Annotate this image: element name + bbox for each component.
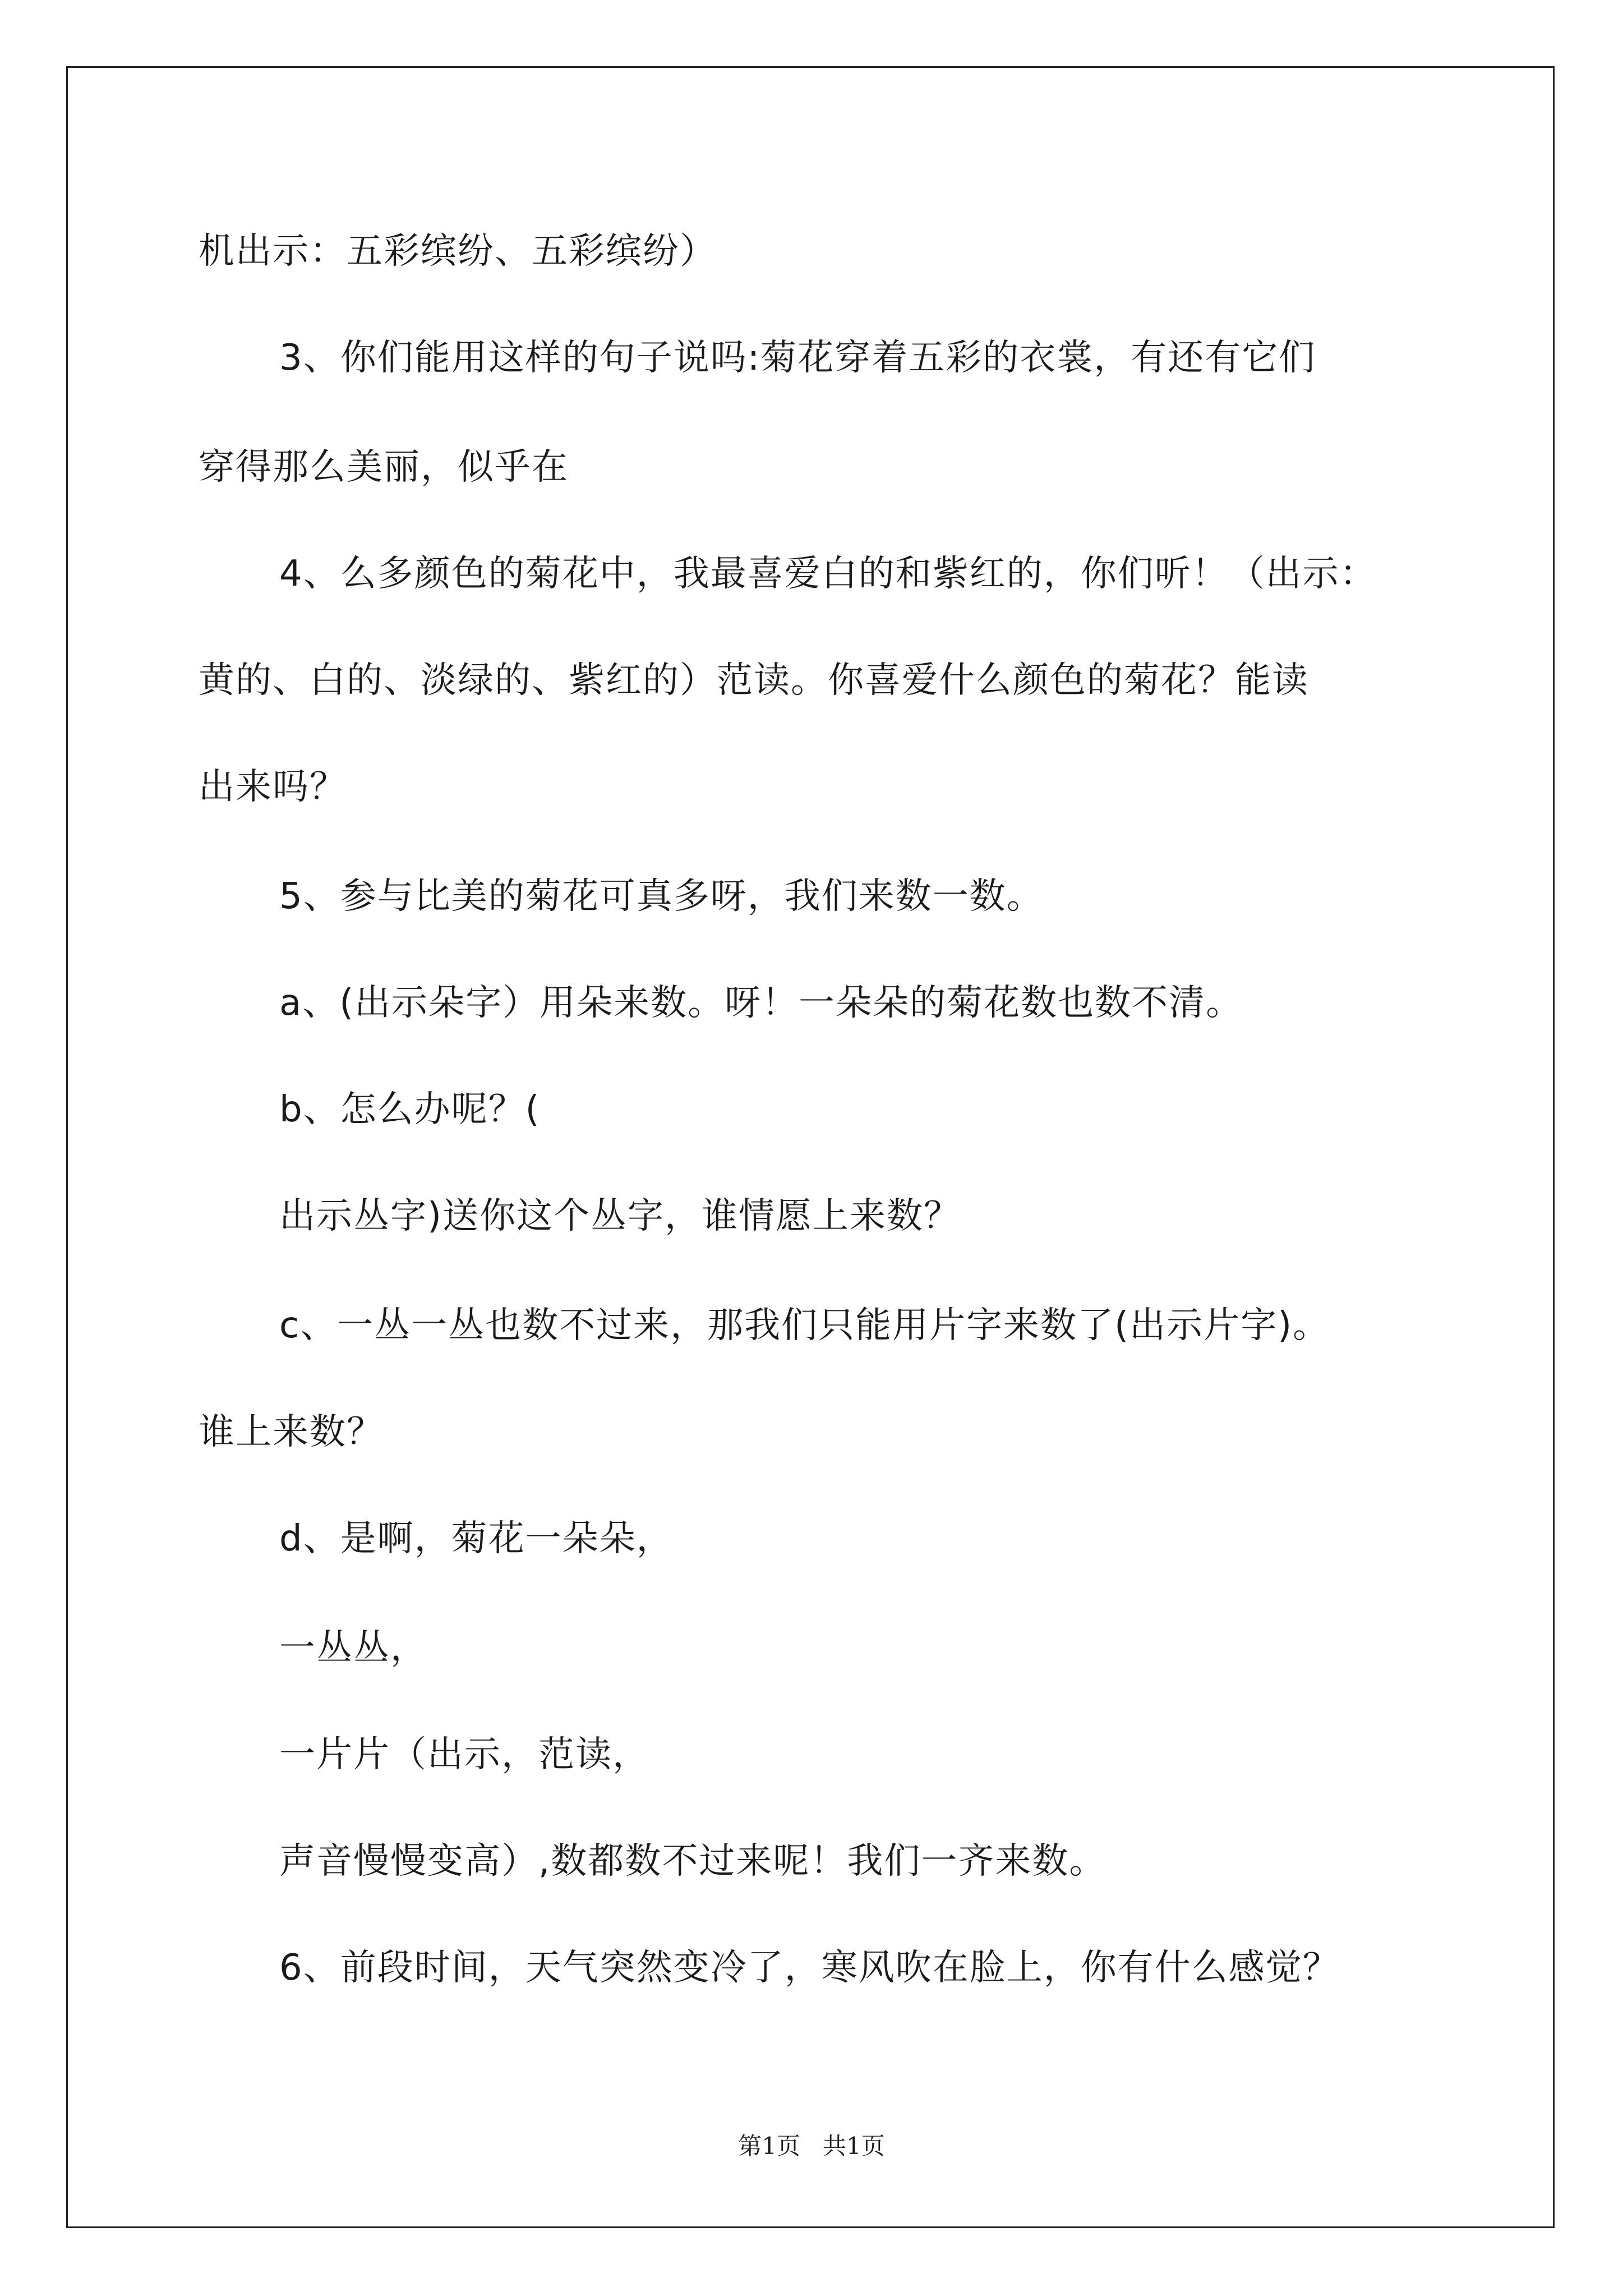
paragraph-line: a、(出示朵字）用朵来数。呀！一朵朵的菊花数也数不清。 — [279, 982, 1243, 1024]
page-border — [66, 66, 1555, 2228]
paragraph-line: 谁上来数？ — [199, 1411, 384, 1453]
page-footer: 第1页 共1页 — [738, 2132, 885, 2160]
paragraph-line: c、一丛一丛也数不过来，那我们只能用片字来数了(出示片字)。 — [279, 1305, 1330, 1346]
paragraph-line: 一丛丛， — [279, 1627, 427, 1669]
paragraph-line: d、是啊，菊花一朵朵， — [279, 1518, 674, 1559]
paragraph-line: 6、前段时间，天气突然变冷了，寒风吹在脸上，你有什么感觉？ — [279, 1947, 1340, 1989]
paragraph-line: 穿得那么美丽，似乎在 — [199, 447, 569, 488]
paragraph-line: 3、你们能用这样的句子说吗:菊花穿着五彩的衣裳，有还有它们 — [279, 337, 1316, 379]
paragraph-line: 出来吗？ — [199, 766, 347, 808]
paragraph-line: 机出示：五彩缤纷、五彩缤纷） — [199, 231, 717, 272]
paragraph-line: 出示丛字)送你这个丛字，谁情愿上来数？ — [279, 1195, 961, 1237]
paragraph-line: 声音慢慢变高）,数都数不过来呢！我们一齐来数。 — [279, 1841, 1106, 1882]
paragraph-line: 5、参与比美的菊花可真多呀，我们来数一数。 — [279, 876, 1044, 917]
paragraph-line: 黄的、白的、淡绿的、紫红的）范读。你喜爱什么颜色的菊花？能读 — [199, 660, 1309, 701]
paragraph-line: 4、么多颜色的菊花中，我最喜爱白的和紫红的，你们听！（出示： — [279, 553, 1377, 595]
paragraph-line: b、怎么办呢？( — [279, 1089, 541, 1130]
paragraph-line: 一片片（出示，范读， — [279, 1734, 649, 1775]
